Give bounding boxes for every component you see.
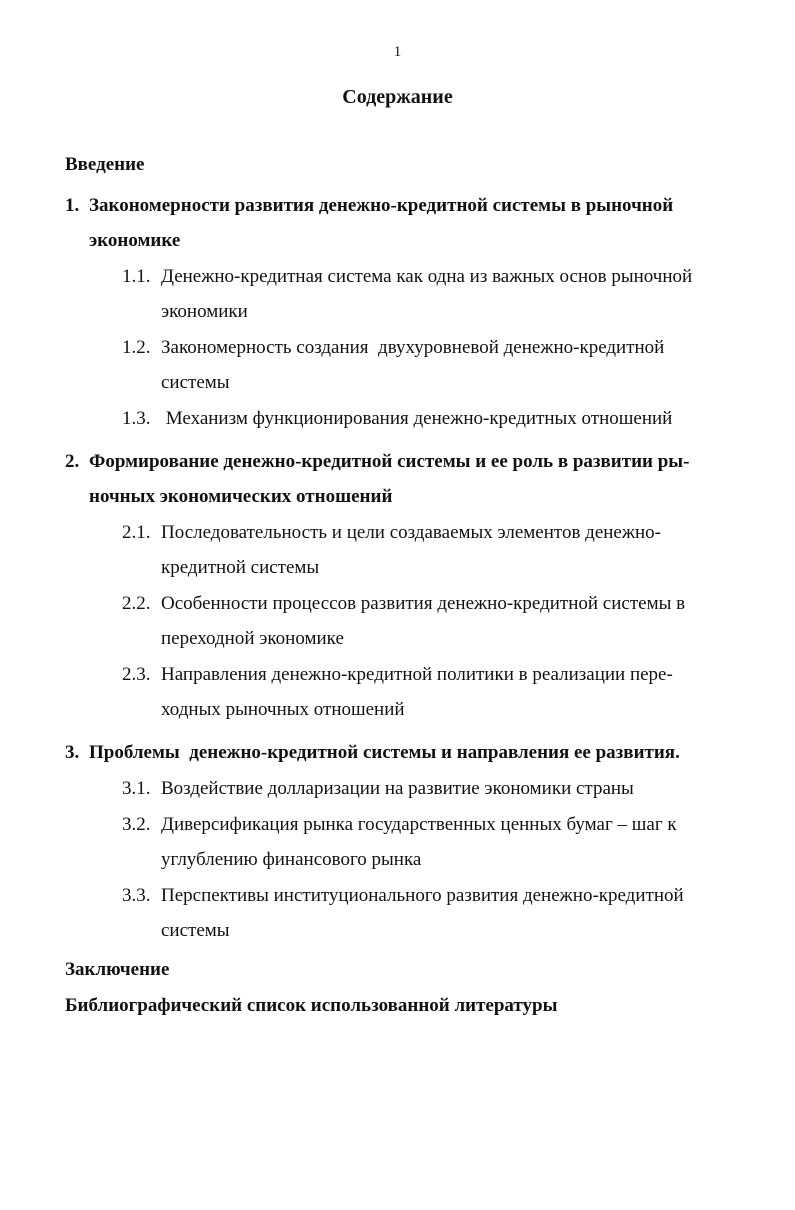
toc-chapter-3 <box>65 735 755 770</box>
toc-section-2-1 <box>65 515 755 585</box>
section-title-line: Особенности процессов развития денежно-кредитной системы в <box>161 593 686 614</box>
toc-chapter-1 <box>65 188 755 258</box>
page-title: Содержание <box>342 86 453 108</box>
chapter-title-line: Формирование денежно-кредитной системы и ее роль в развитии ры- <box>89 451 690 472</box>
section-number: 1.1. <box>122 266 151 287</box>
toc-section-3-1 <box>65 771 755 806</box>
section-number: 3.2. <box>122 814 151 835</box>
chapter-title-line: ночных экономических отношений <box>89 486 393 507</box>
section-number: 2.3. <box>122 664 151 685</box>
toc-section-1-1 <box>65 259 755 329</box>
section-title-line: Диверсификация рынка государственных ценных бумаг – шаг к <box>161 814 677 835</box>
chapter-title-line: Проблемы денежно-кредитной системы и направления ее развития. <box>89 742 680 763</box>
toc-bibliography: Библиографический список использованной литературы <box>65 995 558 1016</box>
page-number: 1 <box>393 44 402 60</box>
section-number: 1.2. <box>122 337 151 358</box>
chapter-number: 1. <box>65 195 80 216</box>
toc-conclusion: Заключение <box>65 959 170 980</box>
section-title-line: Механизм функционирования денежно-кредитных отношений <box>161 408 673 429</box>
section-number: 3.3. <box>122 885 151 906</box>
section-title-line: экономики <box>161 301 248 322</box>
section-title-line: Направления денежно-кредитной политики в реализации пере- <box>161 664 673 685</box>
section-title-line: переходной экономике <box>161 628 344 649</box>
chapter-title-line: экономике <box>89 230 181 251</box>
section-title-line: Денежно-кредитная система как одна из важных основ рыночной <box>161 266 693 287</box>
section-title-line: Перспективы институционального развития денежно-кредитной <box>161 885 684 906</box>
toc-section-2-3 <box>65 657 755 727</box>
chapter-number: 3. <box>65 742 80 763</box>
toc-chapter-2 <box>65 444 755 514</box>
section-number: 2.1. <box>122 522 151 543</box>
section-title-line: системы <box>161 920 230 941</box>
section-title-line: Последовательность и цели создаваемых элементов денежно- <box>161 522 661 543</box>
section-title-line: ходных рыночных отношений <box>161 699 405 720</box>
toc-section-2-2 <box>65 586 755 656</box>
chapter-number: 2. <box>65 451 80 472</box>
toc-section-3-3 <box>65 878 755 948</box>
section-title-line: кредитной системы <box>161 557 320 578</box>
toc-section-1-2 <box>65 330 755 400</box>
section-title-line: углублению финансового рынка <box>161 849 422 870</box>
section-title-line: системы <box>161 372 230 393</box>
toc-section-3-2 <box>65 807 755 877</box>
chapter-title-line: Закономерности развития денежно-кредитной системы в рыночной <box>89 195 674 216</box>
toc-intro: Введение <box>65 154 145 175</box>
section-title-line: Воздействие долларизации на развитие экономики страны <box>161 778 634 799</box>
section-title-line: Закономерность создания двухуровневой денежно-кредитной <box>161 337 665 358</box>
toc-section-1-3 <box>65 401 755 436</box>
section-number: 1.3. <box>122 408 151 429</box>
section-number: 3.1. <box>122 778 151 799</box>
section-number: 2.2. <box>122 593 151 614</box>
table-of-contents <box>65 152 755 1024</box>
